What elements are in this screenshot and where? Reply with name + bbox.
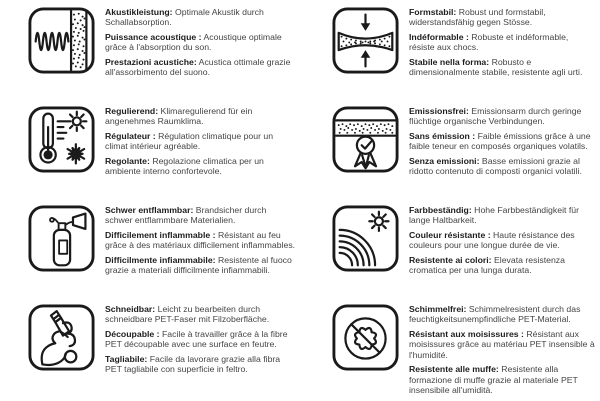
feature-text: Facile da lavorare grazie alla fibra PET tagliabile con superficie in feltro.	[105, 354, 281, 375]
compression-arrows-icon	[332, 7, 399, 74]
feature-entry-fr	[409, 131, 596, 152]
prohibition-sign	[345, 318, 385, 358]
feature-label: Resistente alle muffe:	[409, 364, 499, 375]
snowflake-glyph	[66, 144, 86, 163]
feature-entry-it	[409, 364, 596, 395]
feature-text: Resistente alla formazione di muffe grazie al materiale PET insensibile all'umidità.	[409, 364, 578, 396]
feature-entry-fr	[105, 230, 296, 251]
feature-entry-de	[105, 106, 296, 127]
feature-text: Résistant au feu grâce à des matériaux difficilement inflammables.	[105, 230, 296, 251]
feature-texts	[409, 205, 596, 280]
feature-text: Schimmelresistent durch das feuchtigkeitsunempfindliche PET-Material.	[409, 304, 581, 325]
feature-texts	[105, 304, 296, 379]
thermometer-glyph	[40, 114, 66, 163]
feature-form-stability	[300, 5, 600, 104]
feature-text: Klimaregulierend für ein angenehmes Raumklima.	[105, 106, 253, 127]
feature-entry-fr	[409, 329, 596, 360]
feature-label: Akustikleistung:	[105, 7, 173, 17]
feature-label: Farbbeständig:	[409, 205, 472, 215]
hand-heel	[65, 351, 76, 362]
hand-palm	[42, 354, 65, 365]
feature-texts	[105, 106, 296, 181]
feature-label: Sans émission :	[409, 131, 476, 141]
feature-label: Formstabil:	[409, 7, 457, 17]
feature-acoustic	[0, 5, 300, 104]
feature-label: Prestazioni acustiche:	[105, 57, 197, 67]
feature-color-fast	[300, 203, 600, 302]
feature-texts	[105, 205, 296, 280]
feature-label: Couleur résistante :	[409, 230, 491, 240]
feature-label: Schwer entflammbar:	[105, 205, 194, 215]
feature-mold-resistant	[300, 302, 600, 401]
feature-cuttable	[0, 302, 300, 401]
feature-texts	[409, 106, 596, 181]
feature-label: Emissionsfrei:	[409, 106, 469, 116]
feature-label: Regulierend:	[105, 106, 159, 116]
certified-low-emission-icon	[332, 106, 399, 173]
feature-label: Régulateur :	[105, 131, 156, 141]
acoustic-absorption-icon	[28, 7, 95, 74]
thermometer-sun-snowflake-icon	[28, 106, 95, 173]
feature-entry-fr	[105, 32, 296, 53]
feature-entry-it	[409, 255, 596, 276]
feature-entry-it	[105, 255, 296, 276]
no-mold-icon	[332, 304, 399, 371]
feature-text: Regolazione climatica per un ambiente interno confortevole.	[105, 156, 264, 177]
feature-label: Tagliabile:	[105, 354, 148, 364]
speckle-texture	[72, 13, 85, 69]
feature-label: Difficilmente infiammabile:	[105, 255, 216, 265]
feature-emission-free	[300, 104, 600, 203]
feature-text: Faible émissions grâce à une faible teneur en composés organiques volatils.	[409, 131, 591, 152]
feature-label: Découpable :	[105, 329, 160, 339]
speckle-texture	[338, 123, 394, 134]
feature-text: Emissionsarm durch geringe flüchtige organische Verbindungen.	[409, 106, 582, 127]
feature-text: Elevata resistenza cromatica per una lunga durata.	[409, 255, 565, 276]
sun-glyph	[369, 212, 388, 231]
feature-text: Robusto e dimensionalmente stabile, resistente agli urti.	[409, 57, 583, 78]
feature-entry-de	[409, 205, 596, 226]
feature-label: Schneidbar:	[105, 304, 156, 314]
feature-text: Leicht zu bearbeiten durch schneidbare PET-Faser mit Filzoberfläche.	[105, 304, 270, 325]
feature-entry-it	[105, 57, 296, 78]
rainbow-arcs-glyph	[340, 230, 375, 265]
feature-text: Brandsicher durch schwer entflammbare Materialien.	[105, 205, 267, 226]
feature-entry-fr	[105, 329, 296, 350]
feature-label: Stabile nella forma:	[409, 57, 490, 67]
feature-texts	[105, 7, 296, 82]
feature-climate-regulating	[0, 104, 300, 203]
feature-entry-de	[409, 106, 596, 127]
feature-entry-it	[105, 354, 296, 375]
certificate-badge-glyph	[355, 137, 376, 169]
feature-label: Indéformable :	[409, 32, 469, 42]
feature-text: Facile à travailler grâce à la fibre PET découpable avec une surface en feutre.	[105, 329, 288, 350]
feature-entry-it	[105, 156, 296, 177]
feature-label: Senza emissioni:	[409, 156, 480, 166]
feature-entry-fr	[409, 32, 596, 53]
feature-text: Haute résistance des couleurs pour une longue durée de vie.	[409, 230, 575, 251]
feature-flame-resistant	[0, 203, 300, 302]
feature-label: Difficilement inflammable :	[105, 230, 216, 240]
feature-text: Robust und formstabil, widerstandsfähig gegen Stösse.	[409, 7, 546, 28]
feature-entry-de	[409, 7, 596, 28]
feature-text: Acustica ottimale grazie all'assorbimento del suono.	[105, 57, 291, 78]
rainbow-sun-icon	[332, 205, 399, 272]
feature-label: Résistant aux moisissures :	[409, 329, 524, 339]
feature-label: Regolante:	[105, 156, 150, 166]
feature-text: Basse emissioni grazie al ridotto contenuto di composti organici volatili.	[409, 156, 582, 177]
feature-entry-de	[105, 304, 296, 325]
sun-glyph	[67, 112, 86, 131]
feature-label: Resistente ai colori:	[409, 255, 492, 265]
feature-entry-fr	[105, 131, 296, 152]
feature-texts	[409, 304, 596, 400]
feature-label: Schimmelfrei:	[409, 304, 467, 314]
feature-texts	[409, 7, 596, 82]
feature-entry-de	[409, 304, 596, 325]
feature-text: Résistant aux moisissures grâce au matériau PET insensible à l'humidité.	[409, 329, 595, 360]
feature-text: Robuste et indéformable, résiste aux chocs.	[409, 32, 569, 53]
feature-entry-fr	[409, 230, 596, 251]
feature-entry-de	[105, 205, 296, 226]
feature-text: Hohe Farbbeständigkeit für lange Haltbarkeit.	[409, 205, 579, 226]
feature-text: Resistente al fuoco grazie a materiali difficilmente infiammabili.	[105, 255, 292, 276]
hand-cutter-icon	[28, 304, 95, 371]
feature-entry-it	[409, 156, 596, 177]
feature-text: Acoustique optimale grâce à l'absorption du son.	[105, 32, 282, 53]
feature-text: Optimale Akustik durch Schallabsorption.	[105, 7, 264, 28]
feature-text: Régulation climatique pour un climat intérieur agréable.	[105, 131, 274, 152]
features-grid	[0, 5, 600, 401]
feature-entry-de	[105, 7, 296, 28]
feature-entry-it	[409, 57, 596, 78]
feature-label: Puissance acoustique :	[105, 32, 202, 42]
fire-extinguisher-icon	[28, 205, 95, 272]
